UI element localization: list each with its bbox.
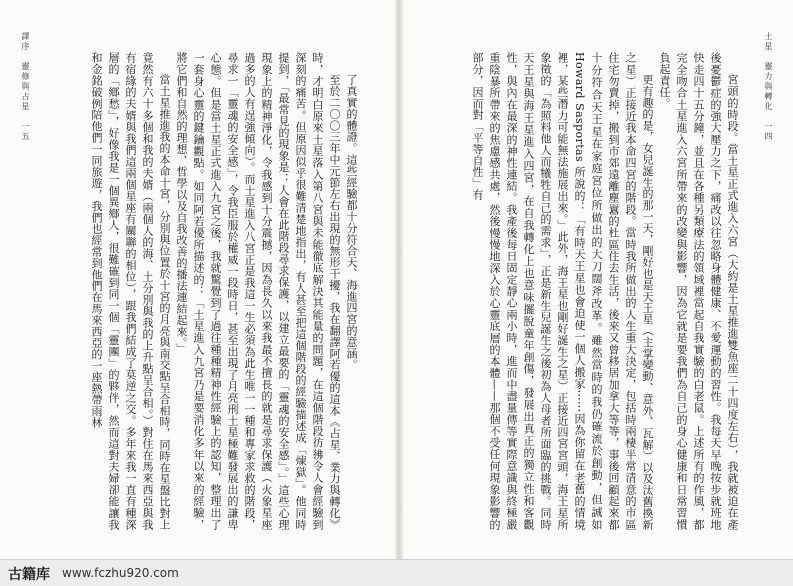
left-page-body (38, 52, 360, 530)
left-page-header: 譯序 靈修與占星 一五 (21, 32, 30, 142)
left-paragraph: 了真實的體證。這些經驗都十分符合天、海進四宮的意涵。 (345, 74, 358, 371)
left-paragraph: 當土星推進我的本命十宮，分別與位置於十宮的月亮與南交點呈合相時，同時在星盤比對上竟然有六十多個和我的夫婿（兩個人的海、土分別與我的上升點呈合相。）對住在馬來西亞與我有宿緣的夫婿與我們這兩個星座有關聯的相位），跟我們結成了莫逆之交。多年來我一直有種深層的「鄉愁」，好像我是一個異鄉人，很難確到同一個「靈團」的夥伴，然而這對夫婦卻能讓我和金銘破例陪他們一同旅遊，我們也經常到他們在馬來西亞的一座熱帶雨林 (90, 52, 171, 530)
book-gutter (395, 0, 403, 560)
right-page-header: 土星 靈力與轉化 一四 (764, 32, 773, 142)
right-page (403, 0, 793, 560)
watermark-url: www.fczhu920.com (62, 566, 179, 580)
watermark-logo: 古籍库 (8, 567, 50, 583)
right-paragraph: 宮頭的時段。當土星正式進入六宮（大約是土星推進雙魚座二十四度左右），我就被迫在產後憂鬱症的強大壓力之下，痛改以往忽略身體健康、不愛運動的習性。我每天早晚按步就班地快走四十五分鐘，並且在各種另類療法的領域裡當起自我實驗的白老鼠。上述所有的作風，都完全吻合土星進入六宮所帶來的改變與影響，因為它就是要我們為自己的身心健康和日常習慣負起責任。 (658, 52, 739, 530)
right-paragraph: 更有趣的是，女兒誕生的那一天，剛好也是天王星（主掌變動、意外、瓦解）以及汰舊換新之星）正接近我本命四宮的階段。當時我所做出的人生重大決定，包括時兩棲半常清意的市區住宅勿賣掉，搬到市郊遠離塵囂的杜區住去生活，後來又曾移居加拿大等等，事後回顧起來都十分符合天王星在家庭宮位所做出的大刀闊斧改革。雖然當時的我仍確流於創動，但誠如 Howard Sasportas 所說的：「有時天王星也會迫使一個人搬家⋯⋯因為你留在老舊的情境裡，某些潛力可能無法施展出來。」此外，海王星也剛好誕生之星）正接近四宮宮頭，海王星所象徵的「為照料他人而犧牲自己的需求」，正是新生兒誕生之後初為人母者所面臨的挑戰。同時天王星與海王星進入四宮，在自我轉化上也意味擺脫童年創傷，發展出真正的獨立性和客觀性，與內在最深的神性連結。我產後每日固定靜心兩小時，進而中盡量傳等實際意識與終極嚴重陰暴所帶來的焦慮感共處，然後慢慢地深入於心靈底層的本體——那個不受任何現象影響的部分，因而對「平等自性」有 (471, 52, 654, 530)
left-paragraph: 至於二〇〇三年中元節左右出現的無形干擾，我在翻譯阿若優的這本《占星、業力與轉化》時，才明白原來土星落入第八宮與未能徹底解決其能量的問題，在這個階段彷彿令人會經驗到深刻的痛苦。但原因似乎很難清楚地指出，有人甚至把這個階段的經驗描述成「煉獄」。他同時提到，「最常見的現象是：人會在此階段尋求保護，以建立最要的「靈魂的安全感」。」這些心理現象上的精神淨化，令我感到十分震撼，因為長久以來我最不擅長的就是尋求保護（火象星座過多的人有逞強傾向）。而土星進入八宮正是我這一生必須為此生唯一一種和專家求救的階段，尋求一「靈魂的安全感」，令我臣服於權威一段時日，甚至出現了月亮刑土星極難發展出的謙卑心態。但是當土星正式進入九宮之後，我就驚覺到了過往種種精神性經驗上的認知，整理出了一套身心靈的鍵鑰觀點。如同阿若優所描述的：「土星進入九宮乃是要消化多年以來的經驗，將它們和自然的理想、哲學以及自我改善的播法連結起來。」 (175, 52, 341, 530)
site-watermark (0, 559, 793, 586)
right-page-body (417, 52, 741, 530)
left-page (0, 0, 395, 560)
